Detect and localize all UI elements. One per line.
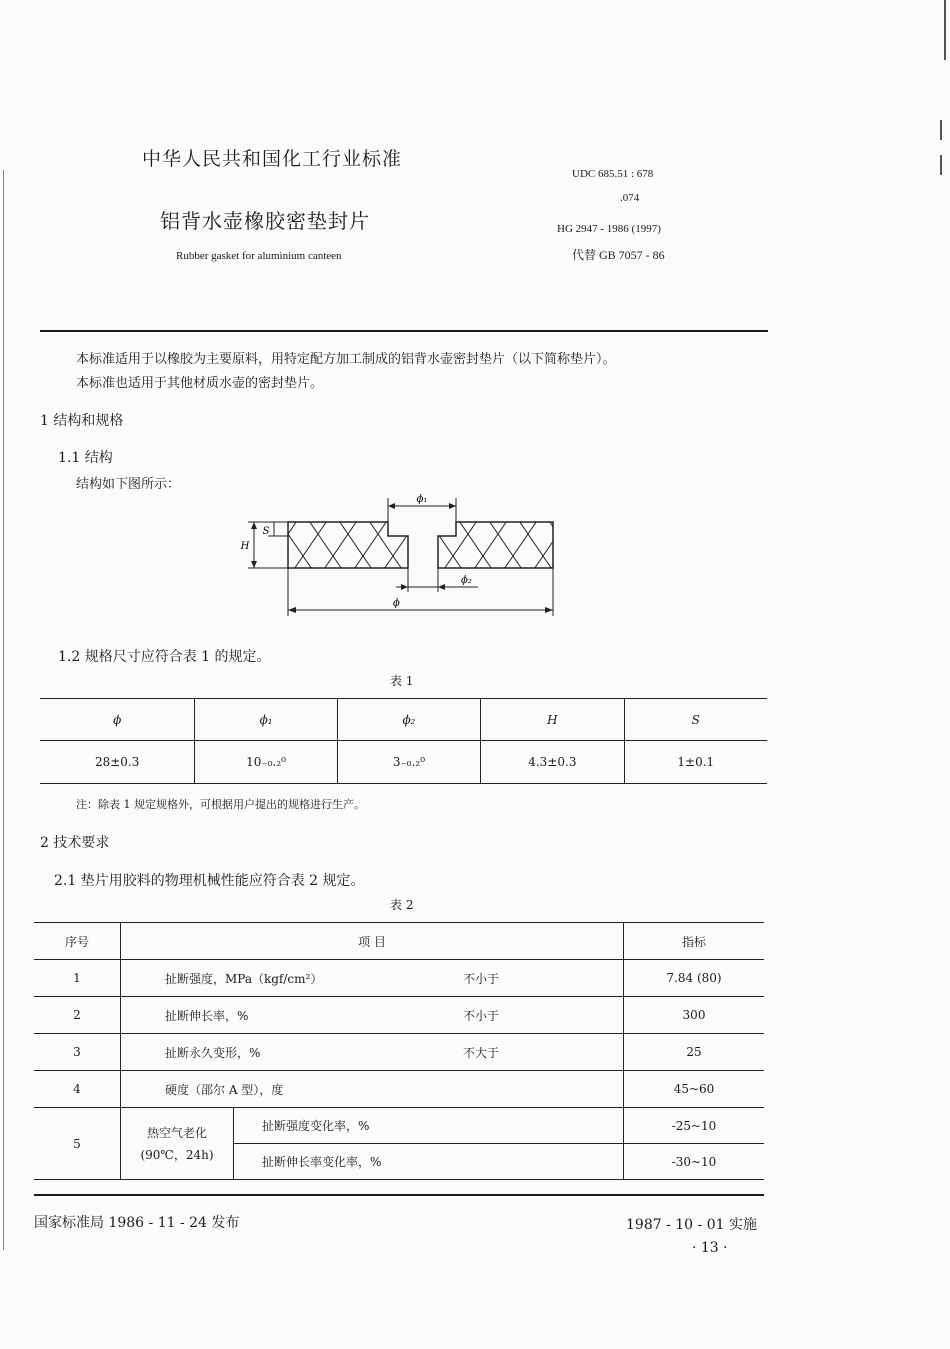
t2-row2-cond: 不小于: [453, 997, 624, 1034]
table-row: [34, 1108, 764, 1144]
table-2-caption: 表 2: [390, 898, 414, 912]
t2-row5-sub1: 扯断强度变化率，%: [234, 1108, 624, 1144]
org-title: 中华人民共和国化工行业标准: [142, 148, 403, 170]
t1-value-phi2: 3₋₀.₂⁰: [337, 741, 480, 784]
dim-phi1-label: ϕ₁: [416, 494, 428, 505]
dim-phi2-label: ϕ₂: [461, 575, 472, 586]
t2-row3-value: 25: [624, 1034, 765, 1071]
section-2-1-text: 2.1 垫片用胶料的物理机械性能应符合表 2 规定。: [54, 873, 365, 889]
t2-row2-no: 2: [34, 997, 121, 1034]
table-row: [34, 960, 764, 997]
section-1-title: 1 结构和规格: [40, 413, 124, 429]
page-number: · 13 ·: [692, 1240, 728, 1256]
t2-row2-item: 扯断伸长率，%: [121, 997, 454, 1034]
t2-row2-value: 300: [624, 997, 765, 1034]
table-2-header-row: [34, 923, 764, 960]
scan-edge-mark: [940, 155, 942, 175]
t2-row4-cond: [453, 1071, 624, 1108]
t2-row3-no: 3: [34, 1034, 121, 1071]
t2-row5-group-line1: 热空气老化: [146, 1125, 207, 1140]
intro-paragraph-1: 本标准适用于以橡胶为主要原料，用特定配方加工制成的铝背水壶密封垫片（以下简称垫片）。: [76, 352, 616, 367]
t1-header-phi: ϕ: [40, 699, 195, 741]
dim-s-label: S: [262, 526, 270, 537]
t2-row4-no: 4: [34, 1071, 121, 1108]
table-1: [40, 698, 767, 784]
page-title: 铝背水壶橡胶密垫封片: [160, 209, 370, 233]
gasket-diagram: [228, 490, 568, 620]
table-1-note: 注：除表 1 规定规格外，可根据用户提出的规格进行生产。: [76, 798, 365, 811]
t2-header-no: 序号: [34, 923, 121, 960]
issue-date: 国家标准局 1986 - 11 - 24 发布: [34, 1215, 240, 1231]
t2-row1-no: 1: [34, 960, 121, 997]
udc-code: UDC 685.51 : 678: [572, 168, 654, 180]
t2-header-item: 项 目: [121, 923, 624, 960]
t1-header-h: H: [481, 699, 624, 741]
effective-date: 1987 - 10 - 01 实施: [626, 1217, 757, 1233]
footer-divider: [34, 1194, 764, 1196]
t2-row5-val2: -30~10: [624, 1144, 765, 1180]
scan-left-edge: [3, 170, 4, 1250]
t2-row5-no: 5: [34, 1108, 121, 1180]
section-1-1-title: 1.1 结构: [58, 450, 113, 466]
dim-h-label: H: [240, 541, 250, 552]
section-1-2-text: 1.2 规格尺寸应符合表 1 的规定。: [58, 649, 271, 665]
table-row: [34, 1071, 764, 1108]
t2-header-value: 指标: [624, 923, 765, 960]
t2-row4-value: 45~60: [624, 1071, 765, 1108]
table-row: [34, 997, 764, 1034]
t2-row4-item: 硬度（邵尔 A 型），度: [121, 1071, 454, 1108]
t2-row1-cond: 不小于: [453, 960, 624, 997]
section-2-title: 2 技术要求: [40, 835, 110, 851]
table-1-caption: 表 1: [390, 674, 414, 688]
table-2: [34, 922, 764, 1180]
t2-row5-group: [121, 1108, 234, 1180]
scan-edge-line: [944, 0, 946, 60]
t2-row5-val1: -25~10: [624, 1108, 765, 1144]
t1-header-phi1: ϕ₁: [195, 699, 337, 741]
standard-number: HG 2947 - 1986 (1997): [557, 223, 661, 235]
t1-value-phi: 28±0.3: [40, 741, 195, 784]
english-title: Rubber gasket for aluminium canteen: [176, 250, 342, 262]
t2-row1-value: 7.84 (80): [624, 960, 765, 997]
t1-header-phi2: ϕ₂: [337, 699, 480, 741]
t2-row1-item: 扯断强度，MPa（kgf/cm²）: [121, 960, 454, 997]
table-1-value-row: [40, 741, 767, 784]
table-1-header-row: [40, 699, 767, 741]
t1-header-s: S: [624, 699, 767, 741]
header-divider: [40, 330, 768, 332]
replaces-standard: 代替 GB 7057 - 86: [572, 248, 665, 262]
intro-paragraph-2: 本标准也适用于其他材质水壶的密封垫片。: [76, 376, 324, 391]
table-row: [34, 1034, 764, 1071]
t2-row3-cond: 不大于: [453, 1034, 624, 1071]
scan-edge-mark: [940, 120, 942, 140]
udc-code-cont: .074: [620, 192, 640, 204]
t2-row5-group-line2: (90℃，24h): [140, 1147, 214, 1162]
t1-value-phi1: 10₋₀.₂⁰: [195, 741, 337, 784]
t2-row5-sub2: 扯断伸长率变化率，%: [234, 1144, 624, 1180]
section-1-1-text: 结构如下图所示：: [76, 477, 181, 492]
dim-phi-label: ϕ: [393, 598, 400, 609]
t1-value-s: 1±0.1: [624, 741, 767, 784]
t1-value-h: 4.3±0.3: [481, 741, 624, 784]
t2-row3-item: 扯断永久变形，%: [121, 1034, 454, 1071]
